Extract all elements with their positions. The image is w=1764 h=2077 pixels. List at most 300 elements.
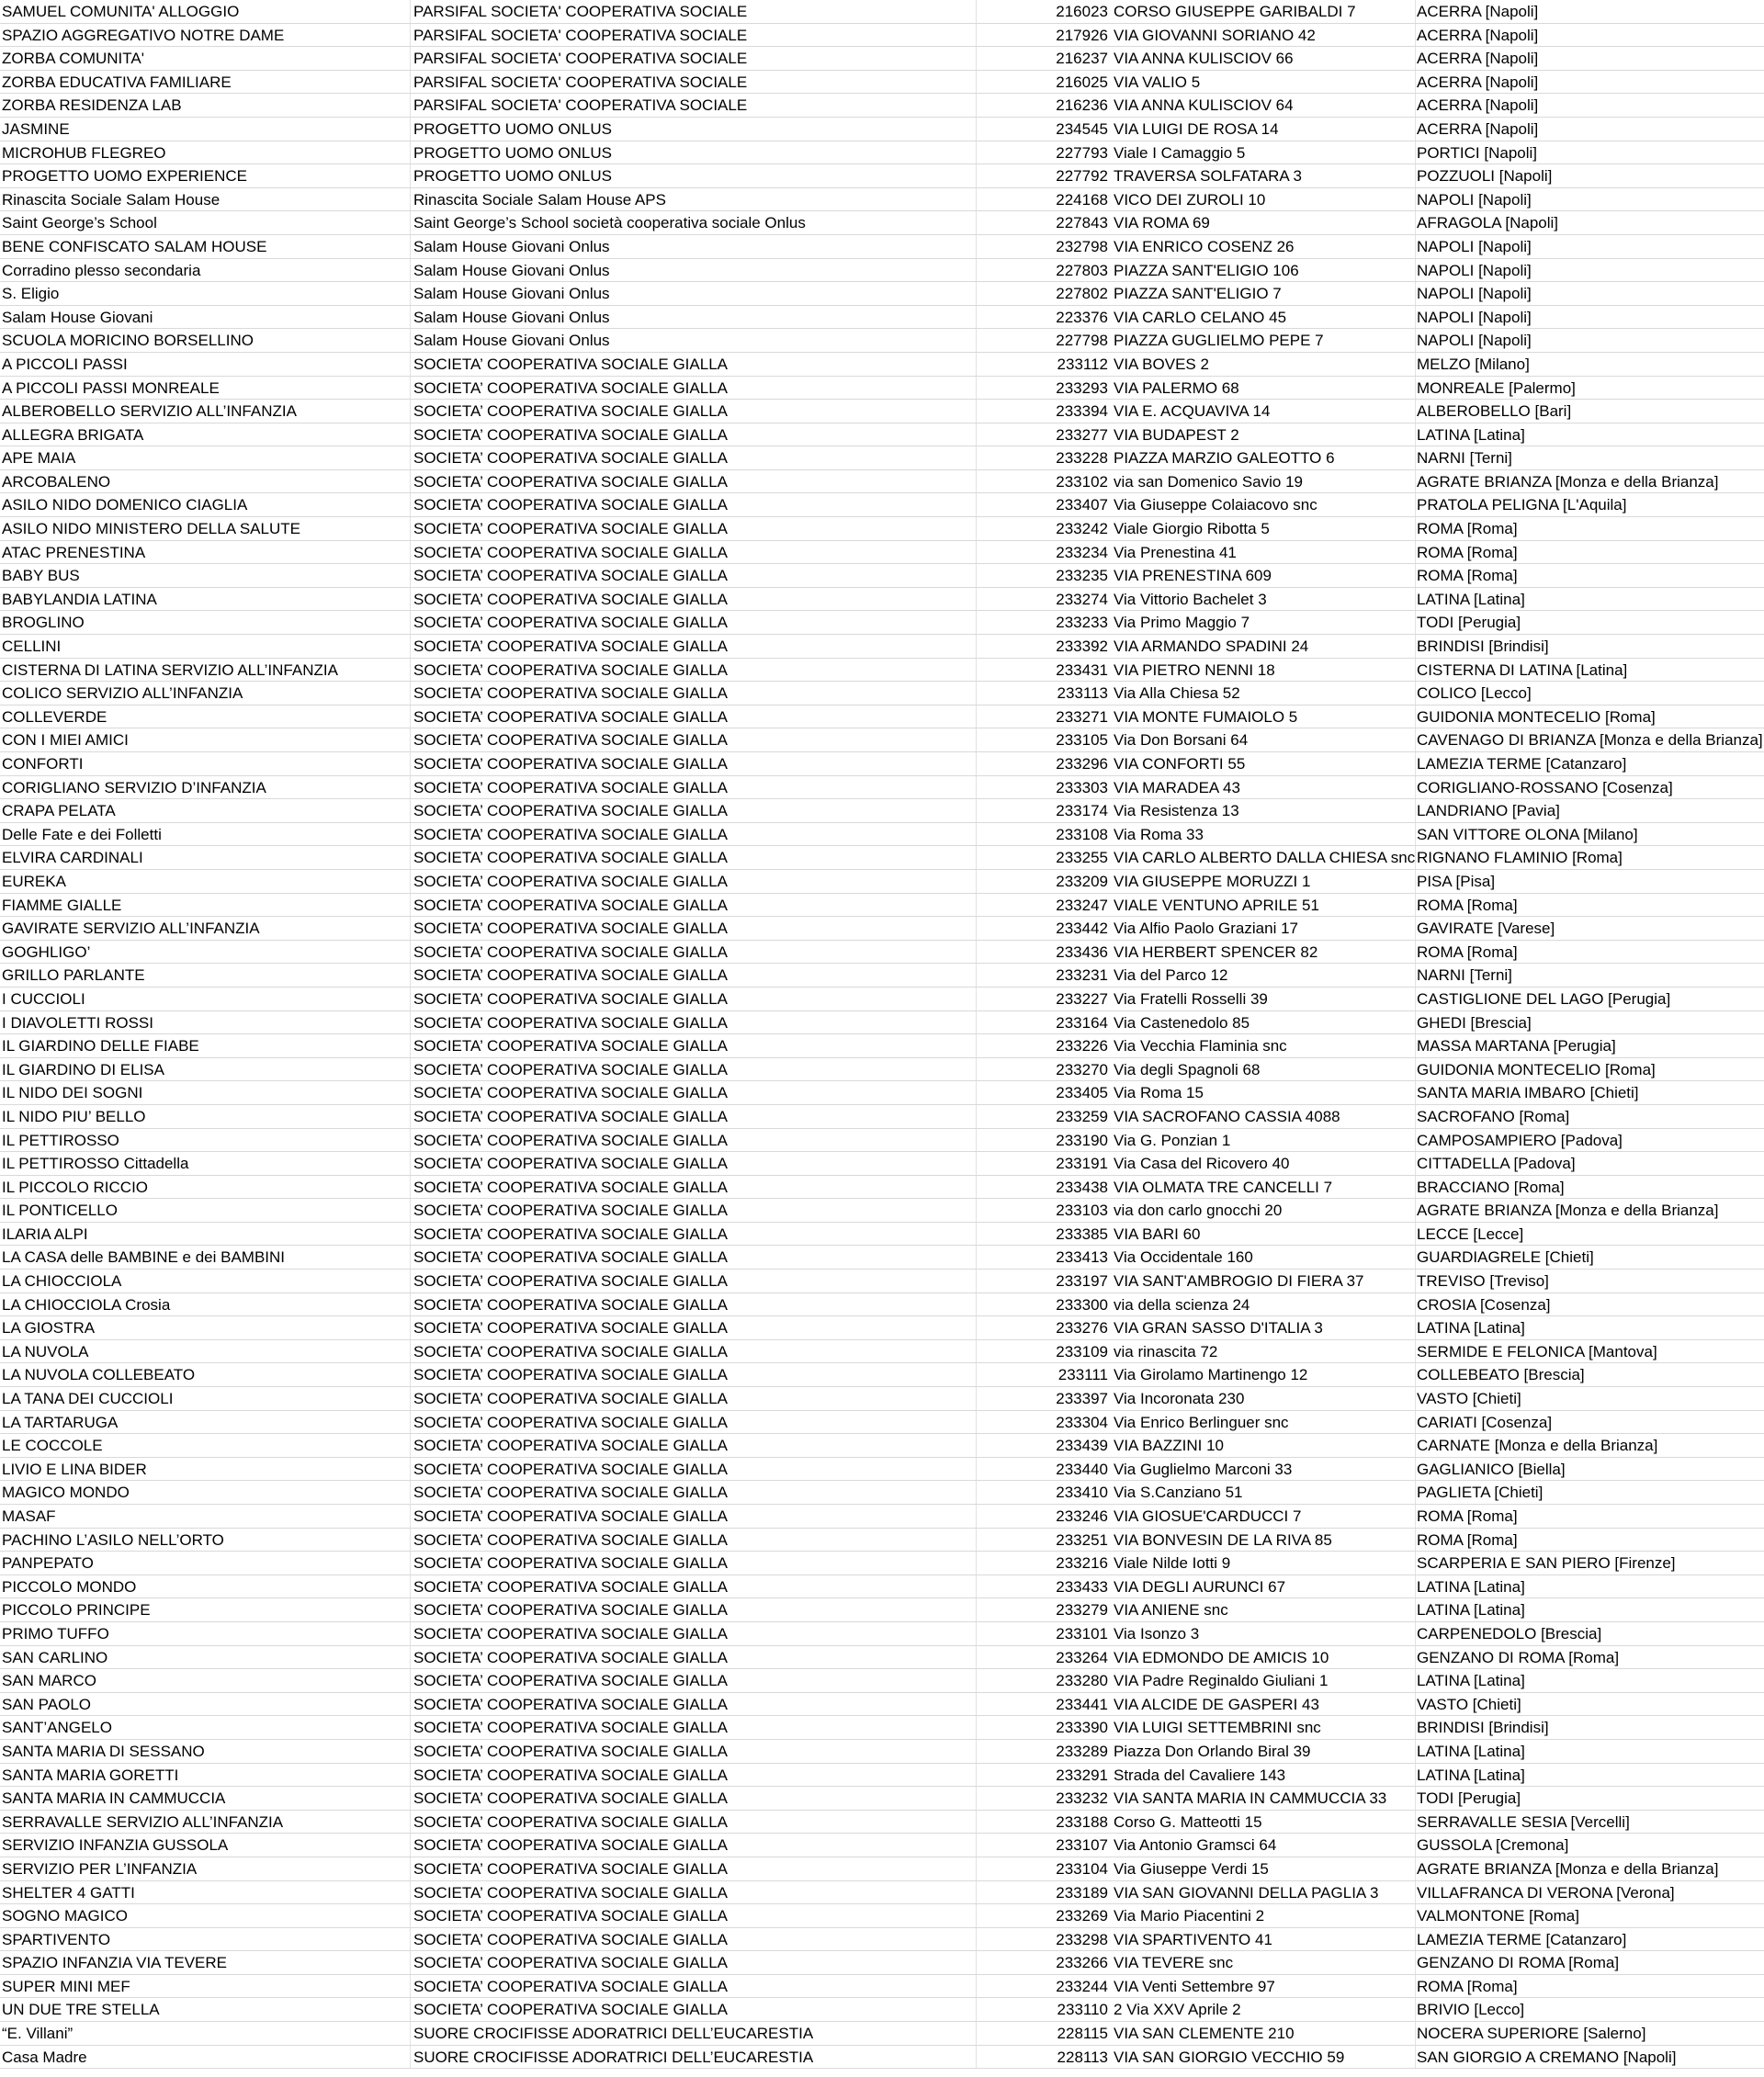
cell-code: 233433 (1056, 1577, 1108, 1596)
cell-code: 227802 (1056, 285, 1108, 303)
cell-organization: SOCIETA’ COOPERATIVA SOCIALE GIALLA (413, 1437, 728, 1455)
cell-city: GAGLIANICO [Biella] (1417, 1460, 1566, 1478)
cell-organization: SOCIETA’ COOPERATIVA SOCIALE GIALLA (413, 1413, 728, 1431)
cell-organization: SOCIETA’ COOPERATIVA SOCIALE GIALLA (413, 1272, 728, 1291)
cell-code: 228113 (1057, 2048, 1108, 2066)
cell-code: 233279 (1056, 1601, 1108, 1620)
cell-name: CORIGLIANO SERVIZIO D’INFANZIA (2, 778, 266, 796)
cell-code: 227803 (1056, 261, 1108, 279)
cell-city: AGRATE BRIANZA [Monza e della Brianza] (1417, 472, 1719, 491)
table-row (0, 1434, 1764, 1458)
cell-address: Via Enrico Berlinguer snc (1114, 1413, 1289, 1431)
cell-city: PRATOLA PELIGNA [L'Aquila] (1417, 496, 1627, 514)
cell-organization: SOCIETA’ COOPERATIVA SOCIALE GIALLA (413, 378, 728, 397)
table-row (0, 94, 1764, 118)
cell-city: GHEDI [Brescia] (1417, 1013, 1532, 1032)
cell-address: Via Roma 33 (1114, 825, 1204, 843)
table-row (0, 682, 1764, 706)
table-row (0, 164, 1764, 188)
cell-organization: SOCIETA’ COOPERATIVA SOCIALE GIALLA (413, 1484, 728, 1502)
cell-address: VIA ALCIDE DE GASPERI 43 (1114, 1695, 1319, 1713)
cell-code: 233244 (1056, 1977, 1108, 1995)
cell-address: VIA LUIGI SETTEMBRINI snc (1114, 1719, 1321, 1737)
cell-name: IL PICCOLO RICCIO (2, 1178, 149, 1196)
cell-name: SANT’ANGELO (2, 1719, 112, 1737)
cell-organization: SOCIETA’ COOPERATIVA SOCIALE GIALLA (413, 1907, 728, 1925)
cell-address: PIAZZA MARZIO GALEOTTO 6 (1114, 449, 1335, 468)
cell-organization: SOCIETA’ COOPERATIVA SOCIALE GIALLA (413, 472, 728, 491)
cell-organization: SOCIETA’ COOPERATIVA SOCIALE GIALLA (413, 2001, 728, 2019)
table-row (0, 1646, 1764, 1670)
cell-address: Viale Giorgio Ribotta 5 (1114, 520, 1270, 538)
table-row (0, 377, 1764, 401)
cell-code: 233255 (1056, 849, 1108, 867)
cell-address: Viale I Camaggio 5 (1114, 143, 1246, 162)
cell-organization: PARSIFAL SOCIETA' COOPERATIVA SOCIALE (413, 50, 748, 68)
cell-address: VIA Venti Settembre 97 (1114, 1977, 1275, 1995)
cell-code: 233103 (1056, 1202, 1108, 1220)
cell-address: VIA ANIENE snc (1114, 1601, 1228, 1620)
cell-organization: SOCIETA’ COOPERATIVA SOCIALE GIALLA (413, 1930, 728, 1948)
cell-code: 233431 (1056, 660, 1108, 679)
cell-code: 233189 (1056, 1883, 1108, 1902)
cell-address: via della scienza 24 (1114, 1295, 1250, 1314)
cell-organization: SOCIETA’ COOPERATIVA SOCIALE GIALLA (413, 1507, 728, 1525)
cell-city: POZZUOLI [Napoli] (1417, 167, 1553, 186)
cell-city: NOCERA SUPERIORE [Salerno] (1417, 2025, 1646, 2043)
cell-city: CROSIA [Cosenza] (1417, 1295, 1551, 1314)
cell-name: LA CASA delle BAMBINE e dei BAMBINI (2, 1248, 286, 1267)
cell-code: 217926 (1056, 26, 1108, 44)
cell-address: VIA SANTA MARIA IN CAMMUCCIA 33 (1114, 1789, 1387, 1808)
cell-name: I CUCCIOLI (2, 989, 85, 1008)
cell-code: 233264 (1056, 1648, 1108, 1666)
cell-address: via rinascita 72 (1114, 1342, 1218, 1360)
cell-address: Via Giuseppe Verdi 15 (1114, 1859, 1269, 1878)
cell-address: Via Alla Chiesa 52 (1114, 684, 1240, 703)
cell-organization: Salam House Giovani Onlus (413, 332, 610, 350)
cell-city: PORTICI [Napoli] (1417, 143, 1538, 162)
table-row (0, 1340, 1764, 1364)
cell-city: LAMEZIA TERME [Catanzaro] (1417, 755, 1627, 773)
cell-code: 233247 (1056, 896, 1108, 914)
cell-city: MASSA MARTANA [Perugia] (1417, 1037, 1616, 1055)
cell-organization: SOCIETA’ COOPERATIVA SOCIALE GIALLA (413, 707, 728, 726)
cell-address: Via Mario Piacentini 2 (1114, 1907, 1265, 1925)
cell-code: 227793 (1056, 143, 1108, 162)
table-row (0, 470, 1764, 494)
cell-city: LATINA [Latina] (1417, 1766, 1525, 1784)
cell-name: SPAZIO AGGREGATIVO NOTRE DAME (2, 26, 285, 44)
cell-city: NARNI [Terni] (1417, 449, 1512, 468)
cell-city: AGRATE BRIANZA [Monza e della Brianza] (1417, 1202, 1719, 1220)
cell-code: 233269 (1056, 1907, 1108, 1925)
cell-name: ALBEROBELLO SERVIZIO ALL’INFANZIA (2, 402, 297, 421)
table-row (0, 1270, 1764, 1293)
cell-address: Via Girolamo Martinengo 12 (1114, 1366, 1308, 1384)
cell-code: 233227 (1056, 989, 1108, 1008)
cell-code: 233164 (1056, 1013, 1108, 1032)
cell-code: 227798 (1056, 332, 1108, 350)
cell-organization: SOCIETA’ COOPERATIVA SOCIALE GIALLA (413, 1836, 728, 1855)
table-row (0, 1458, 1764, 1482)
cell-code: 233289 (1056, 1742, 1108, 1760)
cell-organization: SOCIETA’ COOPERATIVA SOCIALE GIALLA (413, 1155, 728, 1173)
cell-address: via don carlo gnocchi 20 (1114, 1202, 1283, 1220)
cell-city: TODI [Perugia] (1417, 1789, 1521, 1808)
cell-code: 233397 (1056, 1390, 1108, 1408)
cell-address: VIA CONFORTI 55 (1114, 755, 1246, 773)
cell-address: VIA ANNA KULISCIOV 66 (1114, 50, 1294, 68)
cell-organization: PARSIFAL SOCIETA' COOPERATIVA SOCIALE (413, 26, 748, 44)
table-row (0, 823, 1764, 847)
cell-name: SCUOLA MORICINO BORSELLINO (2, 332, 254, 350)
cell-organization: SOCIETA’ COOPERATIVA SOCIALE GIALLA (413, 1954, 728, 1972)
cell-city: LATINA [Latina] (1417, 1672, 1525, 1690)
cell-code: 233242 (1056, 520, 1108, 538)
cell-city: CORIGLIANO-ROSSANO [Cosenza] (1417, 778, 1673, 796)
cell-name: A PICCOLI PASSI (2, 355, 128, 373)
table-row (0, 1481, 1764, 1505)
cell-organization: SOCIETA’ COOPERATIVA SOCIALE GIALLA (413, 1131, 728, 1149)
cell-city: AGRATE BRIANZA [Monza e della Brianza] (1417, 1859, 1719, 1878)
cell-organization: SOCIETA’ COOPERATIVA SOCIALE GIALLA (413, 1695, 728, 1713)
cell-address: VIA SAN CLEMENTE 210 (1114, 2025, 1295, 2043)
cell-name: SAN PAOLO (2, 1695, 91, 1713)
cell-city: AFRAGOLA [Napoli] (1417, 214, 1559, 232)
cell-city: VALMONTONE [Roma] (1417, 1907, 1579, 1925)
cell-name: CRAPA PELATA (2, 802, 116, 820)
cell-code: 233304 (1056, 1413, 1108, 1431)
cell-address: VIA Padre Reginaldo Giuliani 1 (1114, 1672, 1329, 1690)
cell-code: 223376 (1056, 308, 1108, 326)
cell-code: 232798 (1056, 237, 1108, 255)
cell-address: TRAVERSA SOLFATARA 3 (1114, 167, 1303, 186)
cell-name: CONFORTI (2, 755, 84, 773)
cell-city: GENZANO DI ROMA [Roma] (1417, 1954, 1620, 1972)
cell-organization: SOCIETA’ COOPERATIVA SOCIALE GIALLA (413, 1977, 728, 1995)
cell-code: 233441 (1056, 1695, 1108, 1713)
cell-name: Casa Madre (2, 2048, 87, 2066)
table-row (0, 1834, 1764, 1857)
cell-address: Via Isonzo 3 (1114, 1624, 1200, 1642)
cell-name: Saint George’s School (2, 214, 157, 232)
cell-name: APE MAIA (2, 449, 76, 468)
table-row (0, 1129, 1764, 1153)
cell-city: GUARDIAGRELE [Chieti] (1417, 1248, 1594, 1267)
cell-address: VIA CARLO CELANO 45 (1114, 308, 1287, 326)
cell-organization: PROGETTO UOMO ONLUS (413, 119, 612, 138)
cell-city: ACERRA [Napoli] (1417, 73, 1539, 91)
cell-code: 233112 (1057, 355, 1108, 373)
cell-code: 233296 (1056, 755, 1108, 773)
cell-name: BABY BUS (2, 567, 80, 585)
cell-address: Via degli Spagnoli 68 (1114, 1060, 1261, 1078)
cell-city: ROMA [Roma] (1417, 1530, 1518, 1549)
cell-city: PISA [Pisa] (1417, 872, 1496, 890)
cell-code: 233271 (1056, 707, 1108, 726)
cell-address: VIA BARI 60 (1114, 1225, 1201, 1243)
cell-address: VIA PRENESTINA 609 (1114, 567, 1272, 585)
cell-organization: SOCIETA’ COOPERATIVA SOCIALE GIALLA (413, 1084, 728, 1102)
table-row (0, 846, 1764, 870)
table-row (0, 141, 1764, 165)
table-row (0, 1575, 1764, 1599)
cell-name: MAGICO MONDO (2, 1484, 130, 1502)
cell-address: VIA SAN GIOVANNI DELLA PAGLIA 3 (1114, 1883, 1379, 1902)
cell-city: BRINDISI [Brindisi] (1417, 638, 1549, 656)
table-row (0, 988, 1764, 1011)
cell-address: VIA SPARTIVENTO 41 (1114, 1930, 1272, 1948)
table-row (0, 964, 1764, 988)
cell-code: 233300 (1056, 1295, 1108, 1314)
cell-organization: Salam House Giovani Onlus (413, 237, 610, 255)
cell-address: VIA ANNA KULISCIOV 64 (1114, 96, 1294, 115)
cell-name: ILARIA ALPI (2, 1225, 88, 1243)
cell-city: LANDRIANO [Pavia] (1417, 802, 1560, 820)
cell-address: via san Domenico Savio 19 (1114, 472, 1304, 491)
cell-organization: SOCIETA’ COOPERATIVA SOCIALE GIALLA (413, 825, 728, 843)
cell-address: Via Primo Maggio 7 (1114, 614, 1250, 632)
cell-name: IL PETTIROSSO Cittadella (2, 1155, 189, 1173)
cell-address: Via Occidentale 160 (1114, 1248, 1253, 1267)
cell-name: ZORBA COMUNITA' (2, 50, 144, 68)
cell-name: ELVIRA CARDINALI (2, 849, 143, 867)
table-row (0, 1081, 1764, 1105)
cell-name: COLICO SERVIZIO ALL’INFANZIA (2, 684, 243, 703)
cell-organization: SOCIETA’ COOPERATIVA SOCIALE GIALLA (413, 425, 728, 444)
cell-address: VIA ENRICO COSENZ 26 (1114, 237, 1295, 255)
cell-name: SERVIZIO PER L’INFANZIA (2, 1859, 198, 1878)
cell-city: LATINA [Latina] (1417, 1601, 1525, 1620)
cell-address: VIA BUDAPEST 2 (1114, 425, 1239, 444)
table-row (0, 1105, 1764, 1129)
table-row (0, 1975, 1764, 1999)
cell-address: VIA HERBERT SPENCER 82 (1114, 943, 1318, 961)
table-row (0, 1034, 1764, 1058)
table-row (0, 446, 1764, 470)
cell-name: SPARTIVENTO (2, 1930, 111, 1948)
cell-city: ACERRA [Napoli] (1417, 119, 1539, 138)
cell-name: IL GIARDINO DELLE FIABE (2, 1037, 199, 1055)
cell-code: 233438 (1056, 1178, 1108, 1196)
cell-organization: SOCIETA’ COOPERATIVA SOCIALE GIALLA (413, 1859, 728, 1878)
cell-name: SAN MARCO (2, 1672, 96, 1690)
cell-code: 227792 (1056, 167, 1108, 186)
cell-city: NAPOLI [Napoli] (1417, 190, 1532, 209)
cell-city: ROMA [Roma] (1417, 896, 1518, 914)
cell-name: Delle Fate e dei Folletti (2, 825, 162, 843)
cell-code: 233108 (1056, 825, 1108, 843)
cell-organization: SOCIETA’ COOPERATIVA SOCIALE GIALLA (413, 1037, 728, 1055)
cell-address: Corso G. Matteotti 15 (1114, 1812, 1262, 1831)
cell-name: LA TANA DEI CUCCIOLI (2, 1390, 174, 1408)
cell-code: 233102 (1056, 472, 1108, 491)
cell-organization: SOCIETA’ COOPERATIVA SOCIALE GIALLA (413, 778, 728, 796)
cell-address: VIA BOVES 2 (1114, 355, 1209, 373)
cell-name: LA CHIOCCIOLA (2, 1272, 122, 1291)
cell-city: CITTADELLA [Padova] (1417, 1155, 1576, 1173)
cell-organization: SOCIETA’ COOPERATIVA SOCIALE GIALLA (413, 449, 728, 468)
cell-code: 233197 (1056, 1272, 1108, 1291)
cell-address: Via Castenedolo 85 (1114, 1013, 1250, 1032)
cell-organization: SOCIETA’ COOPERATIVA SOCIALE GIALLA (413, 543, 728, 561)
cell-city: NAPOLI [Napoli] (1417, 332, 1532, 350)
cell-address: VIA SANT'AMBROGIO DI FIERA 37 (1114, 1272, 1364, 1291)
cell-organization: SOCIETA’ COOPERATIVA SOCIALE GIALLA (413, 1530, 728, 1549)
table-row (0, 71, 1764, 95)
cell-name: LIVIO E LINA BIDER (2, 1460, 147, 1478)
cell-name: UN DUE TRE STELLA (2, 2001, 160, 2019)
cell-name: SAN CARLINO (2, 1648, 108, 1666)
cell-city: LATINA [Latina] (1417, 1742, 1525, 1760)
cell-organization: SOCIETA’ COOPERATIVA SOCIALE GIALLA (413, 402, 728, 421)
cell-code: 233107 (1056, 1836, 1108, 1855)
cell-city: LATINA [Latina] (1417, 425, 1525, 444)
cell-address: Piazza Don Orlando Biral 39 (1114, 1742, 1311, 1760)
cell-code: 216236 (1056, 96, 1108, 115)
cell-code: 233190 (1056, 1131, 1108, 1149)
cell-organization: SOCIETA’ COOPERATIVA SOCIALE GIALLA (413, 660, 728, 679)
table-row (0, 1622, 1764, 1646)
table-row (0, 1904, 1764, 1928)
cell-organization: SOCIETA’ COOPERATIVA SOCIALE GIALLA (413, 1601, 728, 1620)
cell-organization: SOCIETA’ COOPERATIVA SOCIALE GIALLA (413, 1766, 728, 1784)
cell-city: TREVISO [Treviso] (1417, 1272, 1549, 1291)
table-row (0, 423, 1764, 447)
table-row (0, 541, 1764, 565)
table-row (0, 1740, 1764, 1764)
table-row (0, 799, 1764, 823)
cell-name: SERVIZIO INFANZIA GUSSOLA (2, 1836, 229, 1855)
cell-organization: SUORE CROCIFISSE ADORATRICI DELL’EUCARESTIA (413, 2025, 814, 2043)
cell-name: PRIMO TUFFO (2, 1624, 109, 1642)
cell-organization: SOCIETA’ COOPERATIVA SOCIALE GIALLA (413, 896, 728, 914)
cell-city: CARIATI [Cosenza] (1417, 1413, 1553, 1431)
cell-name: SERRAVALLE SERVIZIO ALL’INFANZIA (2, 1812, 284, 1831)
cell-code: 233280 (1056, 1672, 1108, 1690)
cell-name: LA NUVOLA COLLEBEATO (2, 1366, 196, 1384)
cell-city: SERRAVALLE SESIA [Vercelli] (1417, 1812, 1630, 1831)
cell-organization: SOCIETA’ COOPERATIVA SOCIALE GIALLA (413, 802, 728, 820)
cell-organization: Salam House Giovani Onlus (413, 308, 610, 326)
cell-organization: SOCIETA’ COOPERATIVA SOCIALE GIALLA (413, 1319, 728, 1338)
table-row (0, 1928, 1764, 1952)
table-row (0, 1411, 1764, 1435)
cell-organization: SOCIETA’ COOPERATIVA SOCIALE GIALLA (413, 684, 728, 703)
cell-code: 216025 (1056, 73, 1108, 91)
cell-code: 233277 (1056, 425, 1108, 444)
cell-city: CASTIGLIONE DEL LAGO [Perugia] (1417, 989, 1671, 1008)
cell-address: Via Vittorio Bachelet 3 (1114, 590, 1267, 608)
table-row (0, 1223, 1764, 1247)
cell-code: 228115 (1057, 2025, 1108, 2043)
cell-organization: SOCIETA’ COOPERATIVA SOCIALE GIALLA (413, 1742, 728, 1760)
cell-code: 233228 (1056, 449, 1108, 468)
table-row (0, 517, 1764, 541)
cell-address: VIA PIETRO NENNI 18 (1114, 660, 1275, 679)
cell-city: TODI [Perugia] (1417, 614, 1521, 632)
cell-name: SHELTER 4 GATTI (2, 1883, 135, 1902)
cell-organization: SOCIETA’ COOPERATIVA SOCIALE GIALLA (413, 1178, 728, 1196)
cell-code: 233234 (1056, 543, 1108, 561)
table-row (0, 118, 1764, 141)
cell-organization: SOCIETA’ COOPERATIVA SOCIALE GIALLA (413, 943, 728, 961)
cell-code: 233303 (1056, 778, 1108, 796)
cell-code: 233385 (1056, 1225, 1108, 1243)
cell-city: PAGLIETA [Chieti] (1417, 1484, 1544, 1502)
table-row (0, 259, 1764, 283)
table-row (0, 1951, 1764, 1975)
cell-code: 233209 (1056, 872, 1108, 890)
cell-address: VIA PALERMO 68 (1114, 378, 1239, 397)
cell-code: 233259 (1056, 1107, 1108, 1125)
cell-organization: SOCIETA’ COOPERATIVA SOCIALE GIALLA (413, 920, 728, 938)
cell-code: 233235 (1056, 567, 1108, 585)
table-row (0, 564, 1764, 588)
cell-code: 234545 (1056, 119, 1108, 138)
table-row (0, 1669, 1764, 1693)
table-row (0, 47, 1764, 71)
cell-address: VIA ARMANDO SPADINI 24 (1114, 638, 1309, 656)
cell-address: VIA MONTE FUMAIOLO 5 (1114, 707, 1298, 726)
table-row (0, 1363, 1764, 1387)
cell-address: Via Don Borsani 64 (1114, 731, 1249, 750)
cell-name: COLLEVERDE (2, 707, 107, 726)
cell-address: Strada del Cavaliere 143 (1114, 1766, 1286, 1784)
table-row (0, 2046, 1764, 2070)
cell-organization: PROGETTO UOMO ONLUS (413, 167, 612, 186)
cell-organization: SOCIETA’ COOPERATIVA SOCIALE GIALLA (413, 590, 728, 608)
cell-city: BRINDISI [Brindisi] (1417, 1719, 1549, 1737)
cell-name: ZORBA RESIDENZA LAB (2, 96, 182, 115)
cell-code: 233410 (1056, 1484, 1108, 1502)
table-row (0, 188, 1764, 212)
cell-name: CISTERNA DI LATINA SERVIZIO ALL’INFANZIA (2, 660, 338, 679)
cell-organization: SOCIETA’ COOPERATIVA SOCIALE GIALLA (413, 1554, 728, 1573)
cell-organization: SOCIETA’ COOPERATIVA SOCIALE GIALLA (413, 567, 728, 585)
table-row (0, 1693, 1764, 1717)
cell-address: Via Roma 15 (1114, 1084, 1204, 1102)
cell-code: 233392 (1056, 638, 1108, 656)
cell-organization: SOCIETA’ COOPERATIVA SOCIALE GIALLA (413, 1672, 728, 1690)
cell-name: IL NIDO DEI SOGNI (2, 1084, 143, 1102)
cell-name: JASMINE (2, 119, 70, 138)
cell-name: BENE CONFISCATO SALAM HOUSE (2, 237, 267, 255)
cell-address: PIAZZA SANT'ELIGIO 106 (1114, 261, 1299, 279)
table-row (0, 1011, 1764, 1035)
cell-name: PICCOLO PRINCIPE (2, 1601, 151, 1620)
cell-name: SUPER MINI MEF (2, 1977, 130, 1995)
cell-city: GUIDONIA MONTECELIO [Roma] (1417, 1060, 1656, 1078)
table-row (0, 1787, 1764, 1811)
cell-organization: SOCIETA’ COOPERATIVA SOCIALE GIALLA (413, 355, 728, 373)
cell-organization: Salam House Giovani Onlus (413, 261, 610, 279)
cell-name: GRILLO PARLANTE (2, 966, 145, 985)
table-row (0, 588, 1764, 612)
cell-city: ACERRA [Napoli] (1417, 96, 1539, 115)
cell-address: VIA EDMONDO DE AMICIS 10 (1114, 1648, 1329, 1666)
table-row (0, 1881, 1764, 1905)
cell-code: 233276 (1056, 1319, 1108, 1338)
cell-city: GAVIRATE [Varese] (1417, 920, 1555, 938)
cell-name: LE COCCOLE (2, 1437, 103, 1455)
cell-code: 233232 (1056, 1789, 1108, 1808)
cell-city: GUSSOLA [Cremona] (1417, 1836, 1569, 1855)
cell-city: BRIVIO [Lecco] (1417, 2001, 1525, 2019)
cell-code: 233111 (1057, 1366, 1108, 1384)
cell-organization: SOCIETA’ COOPERATIVA SOCIALE GIALLA (413, 1366, 728, 1384)
